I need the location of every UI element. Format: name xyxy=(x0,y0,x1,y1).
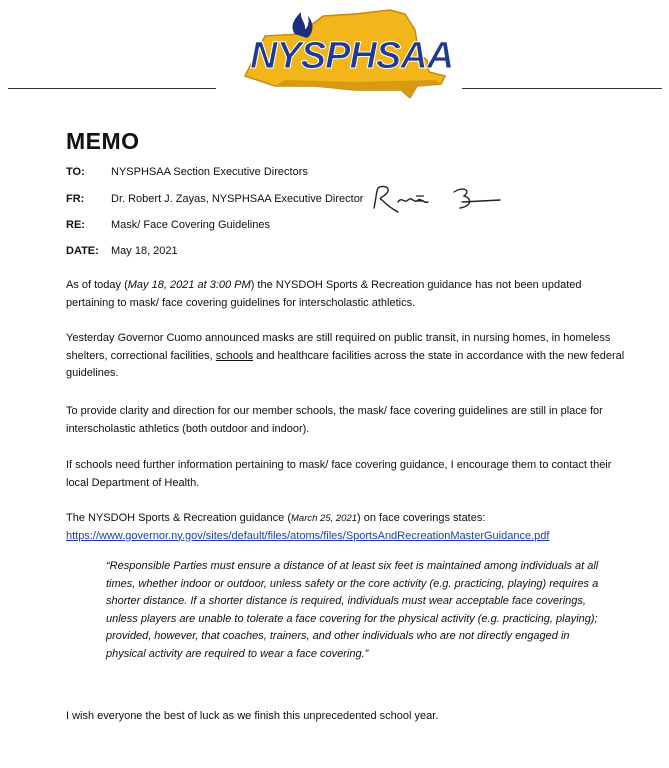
memo-title: MEMO xyxy=(66,128,140,154)
paragraph-guidance xyxy=(66,510,626,545)
p5-text-b: ) on face coverings states: xyxy=(357,512,486,524)
to-value: NYSPHSAA Section Executive Directors xyxy=(111,166,308,178)
paragraph-clarity xyxy=(66,403,626,438)
closing-text: I wish everyone the best of luck as we finish this unprecedented school year. xyxy=(66,710,439,722)
fr-label: FR: xyxy=(66,193,85,205)
signature xyxy=(368,182,508,216)
fr-value: Dr. Robert J. Zayas, NYSPHSAA Executive Director xyxy=(111,193,364,205)
paragraph-health-dept xyxy=(66,457,626,492)
logo-text: NYSPHSAA xyxy=(250,35,454,77)
guidance-quote: “Responsible Parties must ensure a distance of at least six feet is maintained among individuals at all times, whether indoor or outdoor, unless safety or the core activity (e.g. practicing, playing) requires a shorter distance. If a shorter distance is required, individuals must wear acceptable face coverings, unless players are unable to tolerate a face covering for the physical activity (e.g. practicing, playing); provided, however, that coaches, trainers, and other individuals who are not directly engaged in physical activity are required to wear a face covering.” xyxy=(106,560,599,660)
p4-text: If schools need further information pertaining to mask/ face covering guidance, I encourage them to contact their local Department of Health. xyxy=(66,459,612,489)
p5-date: March 25, 2021 xyxy=(291,513,358,524)
header-rule-left xyxy=(8,88,216,89)
paragraph-closing xyxy=(66,708,626,726)
to-label: TO: xyxy=(66,166,85,178)
paragraph-governor xyxy=(66,330,626,383)
p3-text: To provide clarity and direction for our member schools, the mask/ face covering guidelines are still in place for interscholastic athletics (both outdoor and indoor). xyxy=(66,405,603,435)
header-rule-right xyxy=(462,88,662,89)
nysphsaa-logo xyxy=(205,6,465,98)
p2-text-b: and healthcare facilities across the state in accordance with the new federal guidelines. xyxy=(66,349,625,379)
p5-text-a: The NYSDOH Sports & Recreation guidance ( xyxy=(66,512,291,524)
p2-schools: schools xyxy=(215,349,254,362)
date-label: DATE: xyxy=(66,245,99,257)
paragraph-status xyxy=(66,277,626,312)
guidance-link[interactable]: https://www.governor.ny.gov/sites/default/files/atoms/files/SportsAndRecreationMasterGuidance.pdf xyxy=(66,529,550,542)
p2-text-a: Yesterday Governor Cuomo announced masks are still required on public transit, in nursing homes, in homeless shelters, correctional facilities, xyxy=(66,332,611,362)
re-value: Mask/ Face Covering Guidelines xyxy=(111,219,270,231)
re-label: RE: xyxy=(66,219,85,231)
p1-date-time: May 18, 2021 at 3:00 PM xyxy=(127,279,251,291)
p1-text-a: As of today ( xyxy=(66,279,128,291)
date-value: May 18, 2021 xyxy=(111,245,178,257)
p1-text-b: ) the NYSDOH Sports & Recreation guidance has not been updated pertaining to mask/ face covering guidelines for interscholastic athletics. xyxy=(66,279,582,309)
